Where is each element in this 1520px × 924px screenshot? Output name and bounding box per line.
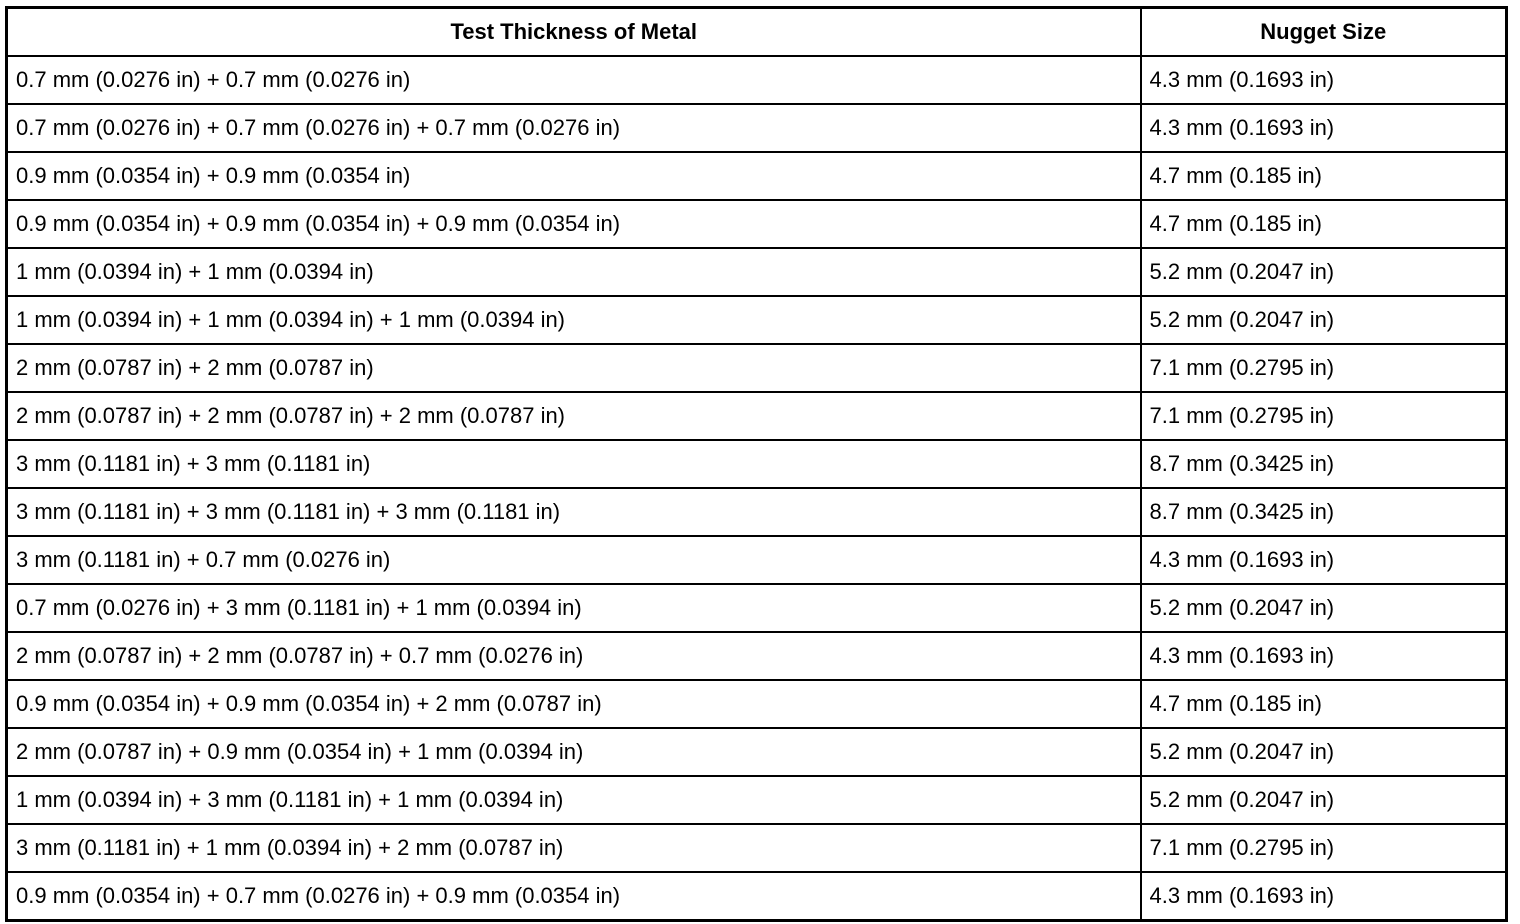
cell-nugget-size: 4.3 mm (0.1693 in) (1141, 872, 1507, 921)
header-nugget-size: Nugget Size (1141, 8, 1507, 57)
table-row (7, 392, 1507, 440)
cell-nugget-size: 4.7 mm (0.185 in) (1141, 200, 1507, 248)
table-body (7, 56, 1507, 921)
cell-test-thickness: 0.7 mm (0.0276 in) + 0.7 mm (0.0276 in) (7, 56, 1141, 104)
cell-nugget-size: 7.1 mm (0.2795 in) (1141, 824, 1507, 872)
cell-nugget-size: 4.3 mm (0.1693 in) (1141, 104, 1507, 152)
cell-test-thickness: 3 mm (0.1181 in) + 3 mm (0.1181 in) + 3 mm (0.1181 in) (7, 488, 1141, 536)
cell-nugget-size: 5.2 mm (0.2047 in) (1141, 776, 1507, 824)
table-row (7, 728, 1507, 776)
cell-test-thickness: 2 mm (0.0787 in) + 2 mm (0.0787 in) + 0.7 mm (0.0276 in) (7, 632, 1141, 680)
table-row (7, 536, 1507, 584)
table-row (7, 680, 1507, 728)
cell-nugget-size: 4.3 mm (0.1693 in) (1141, 536, 1507, 584)
cell-nugget-size: 4.3 mm (0.1693 in) (1141, 56, 1507, 104)
cell-test-thickness: 3 mm (0.1181 in) + 3 mm (0.1181 in) (7, 440, 1141, 488)
cell-nugget-size: 8.7 mm (0.3425 in) (1141, 488, 1507, 536)
cell-test-thickness: 2 mm (0.0787 in) + 2 mm (0.0787 in) (7, 344, 1141, 392)
table-row (7, 104, 1507, 152)
nugget-size-table (5, 6, 1508, 922)
cell-nugget-size: 5.2 mm (0.2047 in) (1141, 296, 1507, 344)
cell-nugget-size: 5.2 mm (0.2047 in) (1141, 584, 1507, 632)
table-row (7, 440, 1507, 488)
cell-test-thickness: 0.9 mm (0.0354 in) + 0.7 mm (0.0276 in) + 0.9 mm (0.0354 in) (7, 872, 1141, 921)
table-header-row (7, 8, 1507, 57)
table-row (7, 152, 1507, 200)
cell-nugget-size: 4.3 mm (0.1693 in) (1141, 632, 1507, 680)
cell-test-thickness: 2 mm (0.0787 in) + 2 mm (0.0787 in) + 2 mm (0.0787 in) (7, 392, 1141, 440)
table-row (7, 584, 1507, 632)
cell-test-thickness: 0.9 mm (0.0354 in) + 0.9 mm (0.0354 in) + 2 mm (0.0787 in) (7, 680, 1141, 728)
cell-nugget-size: 4.7 mm (0.185 in) (1141, 152, 1507, 200)
cell-nugget-size: 7.1 mm (0.2795 in) (1141, 392, 1507, 440)
cell-nugget-size: 4.7 mm (0.185 in) (1141, 680, 1507, 728)
cell-test-thickness: 1 mm (0.0394 in) + 1 mm (0.0394 in) + 1 mm (0.0394 in) (7, 296, 1141, 344)
table-row (7, 344, 1507, 392)
cell-test-thickness: 2 mm (0.0787 in) + 0.9 mm (0.0354 in) + 1 mm (0.0394 in) (7, 728, 1141, 776)
table-row (7, 824, 1507, 872)
table-row (7, 872, 1507, 921)
cell-test-thickness: 1 mm (0.0394 in) + 1 mm (0.0394 in) (7, 248, 1141, 296)
cell-test-thickness: 1 mm (0.0394 in) + 3 mm (0.1181 in) + 1 mm (0.0394 in) (7, 776, 1141, 824)
table-row (7, 248, 1507, 296)
cell-test-thickness: 0.9 mm (0.0354 in) + 0.9 mm (0.0354 in) (7, 152, 1141, 200)
cell-nugget-size: 8.7 mm (0.3425 in) (1141, 440, 1507, 488)
cell-test-thickness: 3 mm (0.1181 in) + 1 mm (0.0394 in) + 2 mm (0.0787 in) (7, 824, 1141, 872)
cell-nugget-size: 5.2 mm (0.2047 in) (1141, 248, 1507, 296)
cell-test-thickness: 0.9 mm (0.0354 in) + 0.9 mm (0.0354 in) + 0.9 mm (0.0354 in) (7, 200, 1141, 248)
table-row (7, 776, 1507, 824)
table-row (7, 200, 1507, 248)
cell-test-thickness: 3 mm (0.1181 in) + 0.7 mm (0.0276 in) (7, 536, 1141, 584)
cell-nugget-size: 5.2 mm (0.2047 in) (1141, 728, 1507, 776)
table-row (7, 56, 1507, 104)
cell-nugget-size: 7.1 mm (0.2795 in) (1141, 344, 1507, 392)
cell-test-thickness: 0.7 mm (0.0276 in) + 0.7 mm (0.0276 in) + 0.7 mm (0.0276 in) (7, 104, 1141, 152)
table-row (7, 632, 1507, 680)
table-row (7, 488, 1507, 536)
header-test-thickness: Test Thickness of Metal (7, 8, 1141, 57)
table-row (7, 296, 1507, 344)
cell-test-thickness: 0.7 mm (0.0276 in) + 3 mm (0.1181 in) + 1 mm (0.0394 in) (7, 584, 1141, 632)
